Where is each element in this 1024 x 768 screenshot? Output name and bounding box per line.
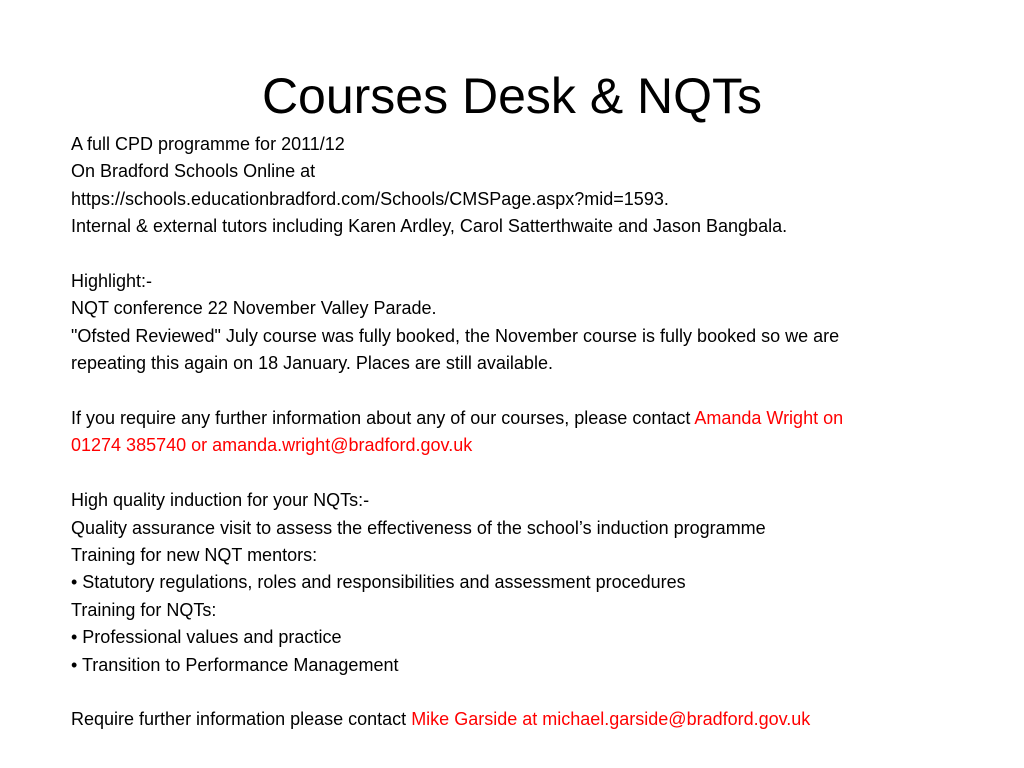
blank-line (71, 378, 1001, 405)
contact-paragraph-line-2 (71, 432, 1001, 459)
cpd-programme-line: A full CPD programme for 2011/12 (71, 134, 345, 154)
slide-body (71, 131, 1001, 734)
bso-url: https://schools.educationbradford.com/Schools/CMSPage.aspx?mid=1593. (71, 188, 669, 209)
blank-line (71, 460, 1001, 487)
slide-title: Courses Desk & NQTs (261, 68, 763, 124)
bso-line: On Bradford Schools Online at (71, 161, 316, 182)
blank-line (71, 241, 1001, 268)
contact-intro-text: If you require any further information about any of our courses, please contact (71, 408, 695, 429)
bullet-performance-management: • Transition to Performance Management (71, 654, 399, 675)
final-contact-line (71, 706, 1001, 733)
tutors-line: Internal & external tutors including Karen Ardley, Carol Satterthwaite and Jason Bangbala. (71, 216, 788, 237)
mentor-training-line: Training for new NQT mentors: (71, 545, 318, 566)
amanda-contact-b: 01274 385740 or amanda.wright@bradford.gov.uk (71, 435, 473, 456)
nqt-conference-line: NQT conference 22 November Valley Parade. (71, 298, 437, 319)
qa-visit-line: Quality assurance visit to assess the effectiveness of the school’s induction programme (71, 517, 766, 538)
ofsted-line-1: "Ofsted Reviewed" July course was fully booked, the November course is fully booked so we are (71, 325, 840, 346)
nqt-training-line: Training for NQTs: (71, 599, 217, 620)
amanda-contact-a: Amanda Wright on (694, 408, 844, 429)
blank-line (71, 679, 1001, 706)
bullet-professional-values: • Professional values and practice (71, 627, 342, 648)
induction-heading: High quality induction for your NQTs:- (71, 490, 370, 511)
contact-paragraph-line-1 (71, 405, 1001, 432)
bullet-statutory: • Statutory regulations, roles and responsibilities and assessment procedures (71, 572, 686, 593)
ofsted-line-2: repeating this again on 18 January. Places are still available. (71, 353, 553, 374)
highlight-heading: Highlight:- (71, 271, 153, 292)
final-contact-intro: Require further information please contact (71, 709, 412, 730)
mike-garside-contact: Mike Garside at michael.garside@bradford.gov.uk (411, 709, 811, 730)
